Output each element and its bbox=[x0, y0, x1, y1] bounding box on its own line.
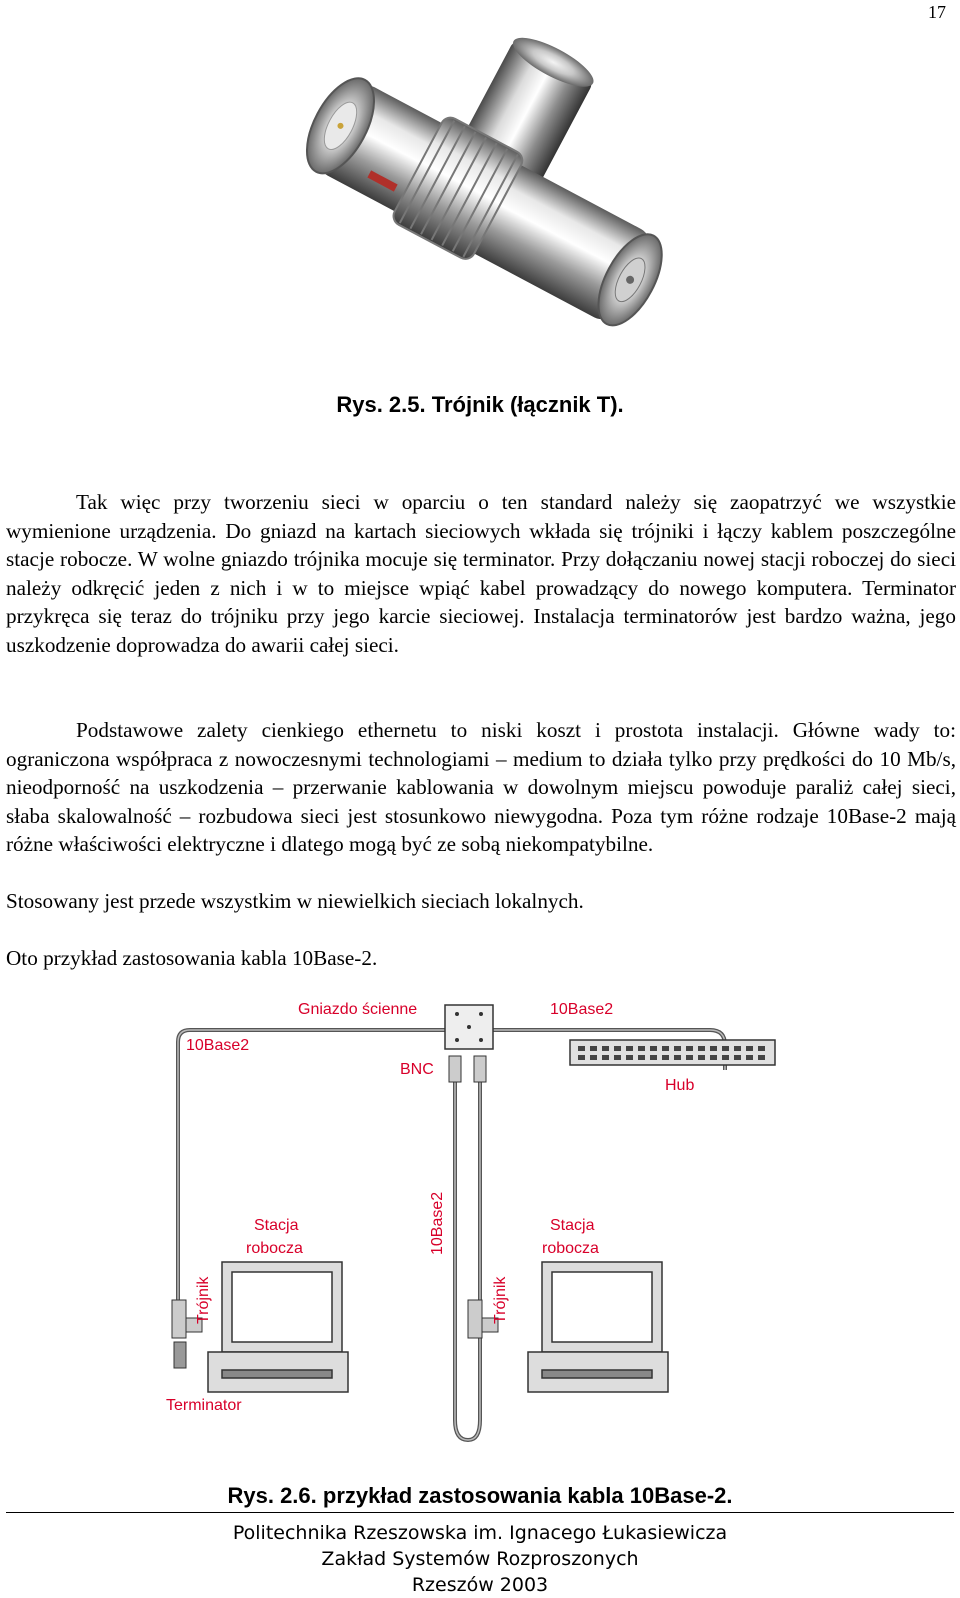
footer-line: Rzeszów 2003 bbox=[411, 1574, 549, 1596]
wall-socket bbox=[445, 1005, 493, 1049]
label-10base2-top: 10Base2 bbox=[550, 1001, 614, 1018]
paragraph-text: Tak więc przy tworzeniu sieci w oparciu o ten standard należy się zaopatrzyć we wszystkie wymienione urządzenia. Do gniazd na kartach sieciowych wkłada się trójniki i łączy kablem poszczególne stacje robocze. W wolne gniazdo trójnika mocuje się terminator. Przy dołączaniu nowej stacji roboczej do sieci należy odkręcić jeden z nich i w to miejsce wpiąć kabel prowadzący do nowego komputera. Terminator przykręca się teraz do trójniku przy jego karcie sieciowej. Instalacja terminatorów jest bardzo ważna, jego uszkodzenie doprowadza do awarii całej sieci. bbox=[6, 490, 956, 657]
paragraph bbox=[6, 716, 956, 859]
paragraph-text: Podstawowe zalety cienkiego ethernetu to niski koszt i prostota instalacji. Główne wady to: ograniczona współpraca z nowoczesnymi technologiami – medium to działa tylko przy prędkości do 10 Mb/s, nieodporność na uszkodzenia – przerwanie kablowania w dowolnym miejscu powoduje paraliż całej sieci, słaba skalowalność – rozbudowa sieci jest stosunkowo niewygodna. Poza tym różne rodzaje 10Base-2 mają różne właściwości elektryczne i dlatego mogą być ze sobą niekompatybilne. bbox=[6, 718, 956, 857]
label-tee-right: Trójnik bbox=[492, 1276, 509, 1324]
label-10base2-vertical: 10Base2 bbox=[429, 1191, 446, 1255]
paragraph bbox=[6, 887, 956, 916]
label-10base2-left: 10Base2 bbox=[186, 1037, 250, 1054]
figure-caption: Rys. 2.5. Trójnik (łącznik T). bbox=[336, 392, 624, 417]
paragraph-text: Oto przykład zastosowania kabla 10Base-2. bbox=[6, 946, 378, 970]
label-wall-socket: Gniazdo ścienne bbox=[298, 1001, 418, 1018]
footer-divider bbox=[6, 1512, 954, 1513]
label-workstation-left-1: Stacja bbox=[254, 1217, 299, 1234]
label-hub: Hub bbox=[665, 1077, 695, 1094]
label-workstation-right-1: Stacja bbox=[550, 1217, 595, 1234]
hub bbox=[570, 1040, 775, 1065]
footer-line: Zakład Systemów Rozproszonych bbox=[321, 1548, 639, 1570]
paragraph bbox=[6, 488, 956, 660]
bnc-plugs bbox=[449, 1056, 486, 1082]
workstation-right bbox=[528, 1262, 668, 1392]
network-diagram bbox=[150, 1000, 790, 1470]
page-number: 17 bbox=[928, 2, 946, 22]
label-tee-left: Trójnik bbox=[195, 1276, 212, 1324]
workstation-left bbox=[208, 1262, 348, 1392]
label-terminator: Terminator bbox=[166, 1397, 242, 1414]
label-workstation-left-2: robocza bbox=[246, 1240, 303, 1257]
paragraph bbox=[6, 944, 956, 973]
footer-line: Politechnika Rzeszowska im. Ignacego Łukasiewicza bbox=[232, 1522, 728, 1544]
figure-caption: Rys. 2.6. przykład zastosowania kabla 10Base-2. bbox=[227, 1483, 733, 1508]
label-workstation-right-2: robocza bbox=[542, 1240, 599, 1257]
label-bnc: BNC bbox=[400, 1061, 434, 1078]
paragraph-text: Stosowany jest przede wszystkim w niewielkich sieciach lokalnych. bbox=[6, 889, 584, 913]
t-connector-photo bbox=[260, 30, 700, 370]
